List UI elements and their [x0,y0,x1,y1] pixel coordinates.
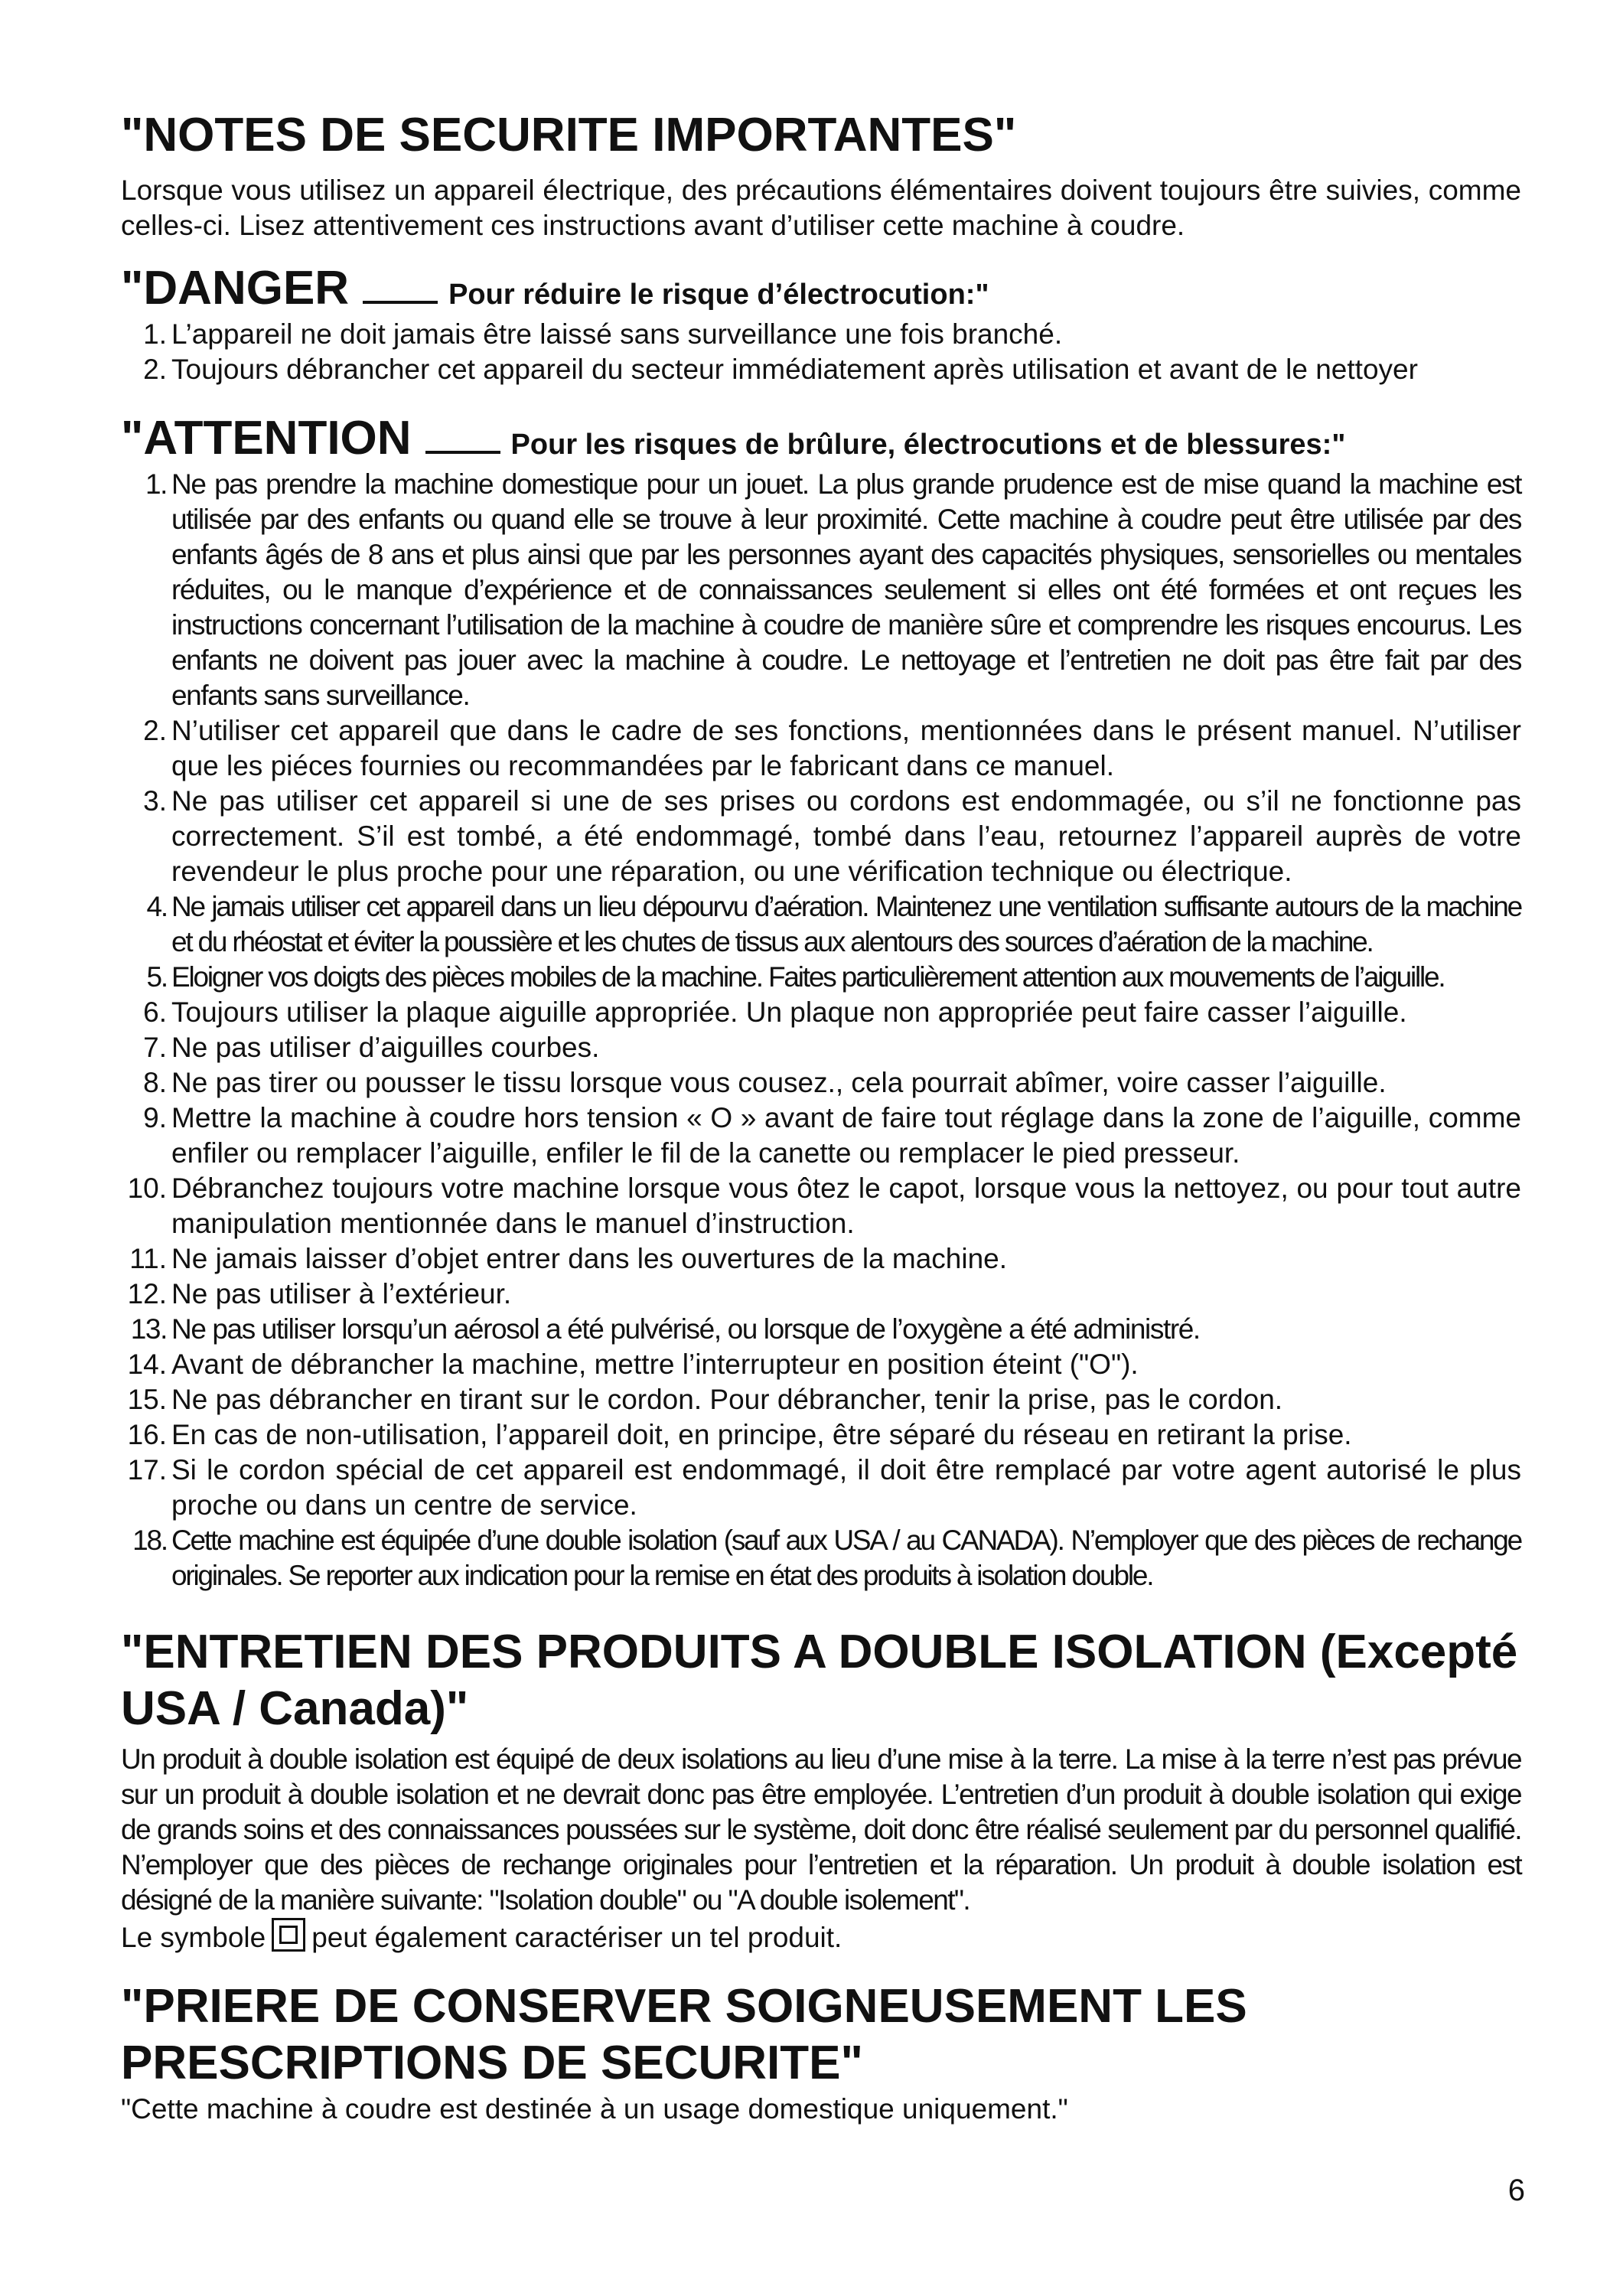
notes-intro: Lorsque vous utilisez un appareil électrique, des précautions élémentaires doivent toujours être suivies, comme celles-ci. Lisez attentivement ces instructions avant d’utiliser cette machine à coudre. [121,174,1521,241]
list-item: 11. Ne jamais laisser d’objet entrer dans les ouvertures de la machine. [129,1243,1008,1274]
page-number: 6 [1507,2174,1525,2207]
attention-label: "ATTENTION [121,412,412,465]
list-item: 18. Cette machine est équipée d’une double isolation (sauf aux USA / au CANADA). N’employer que des pièces de rechange originales. Se reporter aux indication pour la remise en état des produits à isolation double. [132,1525,1521,1591]
list-item: 6. Toujours utiliser la plaque aiguille appropriée. Un plaque non appropriée peut faire casser l’aiguille. [143,996,1407,1028]
attention-heading [121,410,1521,467]
list-item: 3. Ne pas utiliser cet appareil si une de ses prises ou cordons est endommagée, ou s’il ne fonctionne pas correctement. S’il est tombé, a été endommagé, tombé dans l’eau, retournez l’appareil auprès de votre revendeur le plus proche pour une réparation, ou une vérification technique ou électrique. [143,785,1521,887]
list-item: 1. L’appareil ne doit jamais être laissé sans surveillance une fois branché. [143,318,1063,350]
priere-title: "PRIERE DE CONSERVER SOIGNEUSEMENT LES PRESCRIPTIONS DE SECURITE" [121,1980,1247,2089]
list-item: 14. Avant de débrancher la machine, mettre l’interrupteur en position éteint ("O"). [127,1349,1139,1380]
symbol-text-before: Le symbole [121,1922,266,1953]
list-item: 4. Ne jamais utiliser cet appareil dans un lieu dépourvu d’aération. Maintenez une ventilation suffisante autours de la machine et du rhéostat et éviter la poussière et les chutes de tissus aux alentours des sources d’aération de la machine. [146,891,1521,957]
double-insulation-icon [272,1918,305,1952]
page-content [121,107,1521,2127]
entretien-title: "ENTRETIEN DES PRODUITS A DOUBLE ISOLATION (Excepté USA / Canada)" [121,1626,1518,1735]
symbol-line [121,1918,1521,1955]
symbol-text-after: peut également caractériser un tel produit. [311,1922,842,1953]
list-item: 13. Ne pas utiliser lorsqu’un aérosol a été pulvérisé, ou lorsque de l’oxygène a été administré. [130,1313,1200,1345]
list-item: 17. Si le cordon spécial de cet appareil est endommagé, il doit être remplacé par votre agent autorisé le plus proche ou dans un centre de service. [127,1454,1521,1521]
danger-list [121,317,1521,387]
list-item: 12. Ne pas utiliser à l’extérieur. [127,1278,512,1309]
list-item: 10. Débranchez toujours votre machine lorsque vous ôtez le capot, lorsque vous la nettoyez, ou pour tout autre manipulation mentionnée dans le manuel d’instruction. [127,1172,1521,1239]
danger-rule [363,301,438,304]
list-item: 16. En cas de non-utilisation, l’appareil doit, en principe, être séparé du réseau en retirant la prise. [127,1419,1352,1450]
danger-subtitle: Pour réduire le risque d’électrocution:" [448,279,989,311]
danger-heading [121,260,1521,317]
danger-label: "DANGER [121,262,350,315]
list-item: 7. Ne pas utiliser d’aiguilles courbes. [143,1032,600,1063]
attention-subtitle: Pour les risques de brûlure, électrocutions et de blessures:" [510,429,1346,461]
list-item: 9. Mettre la machine à coudre hors tension « O » avant de faire tout réglage dans la zone de l’aiguille, comme enfiler ou remplacer l’aiguille, enfiler le fil de la canette ou remplacer le pied presseur. [143,1102,1521,1169]
priere-note: "Cette machine à coudre est destinée à un usage domestique uniquement." [121,2093,1068,2125]
attention-rule [425,451,500,454]
list-item: 5. Eloigner vos doigts des pièces mobiles de la machine. Faites particulièrement attention aux mouvements de l’aiguille. [146,961,1445,993]
list-item: 15. Ne pas débrancher en tirant sur le cordon. Pour débrancher, tenir la prise, pas le cordon. [127,1384,1283,1415]
list-item: 8. Ne pas tirer ou pousser le tissu lorsque vous cousez., cela pourrait abîmer, voire casser l’aiguille. [143,1067,1387,1098]
attention-list [121,467,1521,1593]
list-item: 2. Toujours débrancher cet appareil du secteur immédiatement après utilisation et avant de le nettoyer [143,354,1418,385]
notes-title: "NOTES DE SECURITE IMPORTANTES" [121,109,1017,161]
entretien-body: Un produit à double isolation est équipé de deux isolations au lieu d’une mise à la terre. La mise à la terre n’est pas prévue sur un produit à double isolation et ne devrait donc pas être employée. L’entretien d’un produit à double isolation qui exige de grands soins et des connaissances poussées sur le système, doit donc être réalisé seulement par du personnel qualifié. N’employer que des pièces de rechange originales pour l’entretien et la réparation. Un produit à double isolation est désigné de la manière suivante: "Isolation double" ou "A double isolement". [121,1743,1521,1916]
list-item: 2. N’utiliser cet appareil que dans le cadre de ses fonctions, mentionnées dans le présent manuel. N’utiliser que les piéces fournies ou recommandées par le fabricant dans ce manuel. [143,715,1521,781]
list-item: 1. Ne pas prendre la machine domestique pour un jouet. La plus grande prudence est de mise quand la machine est utilisée par des enfants ou quand elle se trouve à leur proximité. Cette machine à coudre peut être utilisée par des enfants âgés de 8 ans et plus ainsi que par les personnes ayant des capacités physiques, sensorielles ou mentales réduites, ou le manque d’expérience et de connaissances seulement si elles ont été formées et ont reçues les instructions concernant l’utilisation de la machine à coudre de manière sûre et comprendre les risques encourus. Les enfants ne doivent pas jouer avec la machine à coudre. Le nettoyage et l’entretien ne doit pas être fait par des enfants sans surveillance. [145,468,1521,711]
